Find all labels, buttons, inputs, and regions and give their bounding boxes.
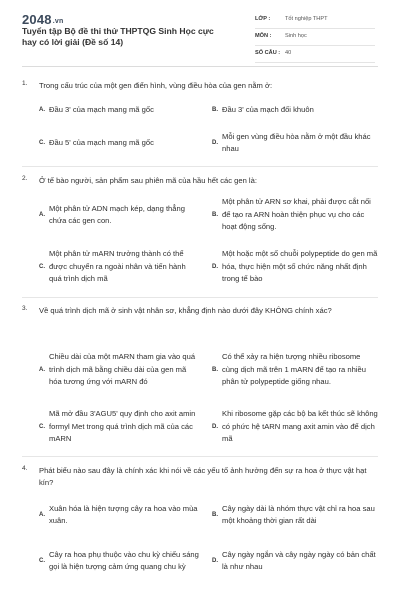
option-text: Có thể xảy ra hiện tượng nhiều ribosome cùng dịch mã trên 1 mARN để tạo ra nhiều phân tử polypeptide giống nhau. [222, 352, 366, 387]
option-d[interactable] [212, 548, 378, 574]
question-separator [22, 297, 378, 298]
option-text: Một phân tử mARN trưởng thành có thể được chuyển ra ngoài nhân và tiến hành quá trình dịch mã [49, 249, 186, 284]
header-divider [22, 66, 378, 67]
question-text: Về quá trình dịch mã ở sinh vật nhân sơ, khẳng định nào dưới đây KHÔNG chính xác? [39, 306, 332, 315]
option-letter: B. [212, 107, 218, 113]
option-b[interactable] [212, 196, 378, 234]
option-letter: C. [39, 264, 45, 270]
option-text: Mỗi gen vùng điều hòa nằm ở một đầu khác nhau [222, 131, 371, 153]
option-letter: A. [39, 512, 45, 518]
meta-value: Tốt nghiệp THPT [285, 16, 328, 22]
option-letter: C. [39, 424, 45, 430]
option-text: Cây ra hoa phụ thuộc vào chu kỳ chiếu sáng gọi là hiện tượng cảm ứng quang chu kỳ [49, 549, 199, 571]
logo-text: 2048 [22, 12, 52, 27]
meta-value: Sinh học [285, 33, 307, 39]
option-text: Chiều dài của một mARN tham gia vào quá trình dịch mã bằng chiều dài của gen mã hóa tương ứng với mARN đó [49, 352, 196, 387]
option-letter: A. [39, 212, 45, 218]
question-text: Trong cấu trúc của một gen điển hình, vùng điều hòa của gen nằm ở: [39, 81, 273, 90]
question-text: Ở tế bào người, sản phẩm sau phiên mã của hầu hết các gen là: [39, 176, 257, 185]
question-separator [22, 456, 378, 457]
option-letter: C. [39, 140, 45, 146]
option-letter: B. [212, 367, 218, 373]
option-letter: B. [212, 212, 218, 218]
meta-value: 40 [285, 50, 292, 56]
option-text: Cây ngày ngắn và cây ngày ngày có bản chất là như nhau [222, 549, 376, 571]
option-text: Một phân tử ADN mạch kép, dạng thẳng chứa các gen con. [49, 203, 185, 225]
option-letter: D. [212, 140, 218, 146]
option-b[interactable] [212, 103, 378, 117]
option-a[interactable] [39, 338, 199, 402]
logo-suffix: .vn [52, 18, 64, 25]
option-d[interactable] [212, 408, 378, 446]
question-number: 3. [22, 305, 28, 312]
meta-row-count [255, 46, 375, 63]
option-c[interactable] [39, 130, 199, 156]
option-c[interactable] [39, 408, 199, 446]
option-a[interactable] [39, 502, 199, 528]
question-number: 1. [22, 80, 28, 87]
option-text: Xuân hóa là hiện tượng cây ra hoa vào mùa xuân. [49, 503, 198, 525]
exam-meta [255, 12, 375, 63]
meta-key: MÔN : [255, 33, 272, 39]
question-number: 2. [22, 175, 28, 182]
option-a[interactable] [39, 196, 199, 234]
meta-row-class [255, 12, 375, 29]
option-text: Mã mở đầu 3'AGU5' quy định cho axit amin formyl Met trong quá trình dịch mã của các mARN [49, 409, 196, 444]
option-d[interactable] [212, 248, 378, 286]
option-c[interactable] [39, 248, 199, 286]
option-letter: A. [39, 107, 45, 113]
option-letter: D. [212, 424, 218, 430]
option-letter: D. [212, 558, 218, 564]
site-logo[interactable] [22, 12, 63, 27]
option-text: Đầu 5' của mạch mang mã gốc [49, 137, 154, 147]
option-letter: A. [39, 367, 45, 373]
option-d[interactable] [212, 130, 378, 156]
option-letter: B. [212, 512, 218, 518]
option-text: Một hoặc một số chuỗi polypeptide do gen mã hóa, thực hiện một số chức năng nhất định trong tế bào [222, 249, 378, 284]
document-title: Tuyển tập Bộ đề thi thử THPTQG Sinh Học cực hay có lời giải (Đề số 14) [22, 26, 214, 47]
option-text: Đầu 3' của mạch mang mã gốc [49, 104, 154, 114]
meta-row-subject [255, 29, 375, 46]
page-header [0, 0, 400, 62]
meta-key: LỚP : [255, 16, 271, 22]
question-separator [22, 166, 378, 167]
option-b[interactable] [212, 338, 378, 402]
question-text: Phát biểu nào sau đây là chính xác khi nói về các yếu tố ảnh hưởng đến sự ra hoa ở thực vật hạt kín? [39, 466, 367, 487]
meta-key: SỐ CÂU : [255, 50, 281, 56]
option-text: Một phân tử ARN sơ khai, phải được cắt nối để tạo ra ARN hoàn thiện phục vụ cho các hoạt động sống. [222, 197, 371, 232]
option-b[interactable] [212, 502, 378, 528]
option-c[interactable] [39, 542, 199, 580]
question-number: 4. [22, 465, 28, 472]
option-letter: D. [212, 264, 218, 270]
option-text: Cây ngày dài là nhóm thực vật chỉ ra hoa sau một khoảng thời gian rất dài [222, 503, 375, 525]
option-text: Khi ribosome gặp các bộ ba kết thúc sẽ không có phức hệ tARN mang axit amin vào để dịch mã [222, 409, 378, 444]
option-a[interactable] [39, 103, 199, 117]
option-letter: C. [39, 558, 45, 564]
option-text: Đầu 3' của mạch đối khuôn [222, 104, 314, 114]
